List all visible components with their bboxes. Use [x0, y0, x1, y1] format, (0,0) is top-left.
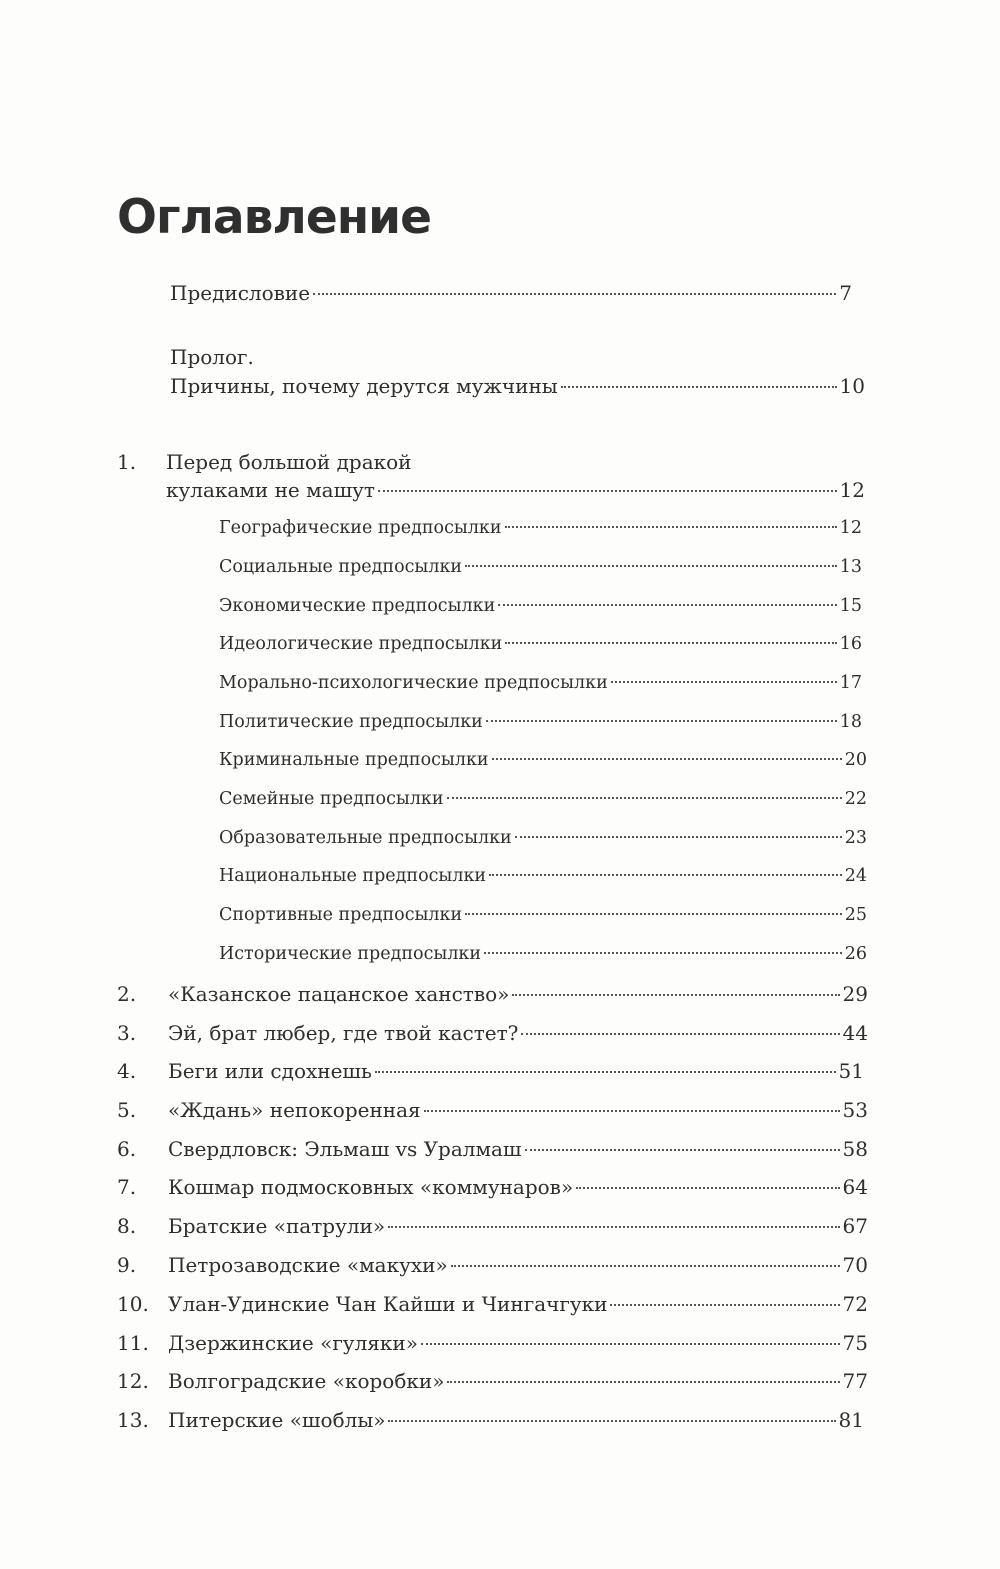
chapter-number: 9. [117, 1253, 137, 1277]
toc-page-number: 70 [842, 1253, 868, 1277]
dot-leader [421, 1343, 840, 1345]
toc-page-number: 16 [839, 634, 862, 654]
chapter-number: 5. [117, 1098, 137, 1122]
dot-leader [484, 952, 842, 954]
dot-leader [611, 681, 837, 683]
toc-subentry[interactable] [219, 712, 862, 732]
dot-leader [447, 1381, 839, 1383]
toc-subentry[interactable] [219, 866, 867, 886]
toc-entry-title: Семейные предпосылки [219, 789, 444, 809]
toc-page-number: 77 [842, 1369, 868, 1393]
toc-entry-title: Социальные предпосылки [219, 557, 463, 577]
dot-leader [576, 1187, 839, 1189]
toc-page-number: 44 [842, 1021, 868, 1045]
toc-page-number: 15 [839, 596, 862, 616]
chapter-number: 8. [117, 1214, 137, 1238]
toc-entry-chapter[interactable] [168, 1292, 868, 1316]
chapter-number: 3. [117, 1021, 137, 1045]
toc-entry-title: Национальные предпосылки [219, 866, 487, 886]
dot-leader [424, 1110, 840, 1112]
toc-entry-title: кулаками не машут [166, 478, 375, 502]
toc-entry-chapter[interactable] [168, 1021, 868, 1045]
toc-entry-title: Братские «патрули» [168, 1214, 386, 1238]
toc-entry-chapter[interactable] [168, 982, 868, 1006]
toc-entry-title: Политические предпосылки [219, 712, 483, 732]
toc-entry-title: «Казанское пацанское ханство» [168, 982, 510, 1006]
chapter-number: 11. [117, 1331, 149, 1355]
dot-leader [512, 994, 839, 996]
chapter-number: 1. [117, 450, 137, 474]
toc-entry-title: Беги или сдохнешь [168, 1059, 372, 1083]
toc-entry-prologue[interactable] [170, 374, 865, 398]
toc-page-number: 51 [838, 1059, 864, 1083]
toc-entry-title: Причины, почему дерутся мужчины [170, 374, 558, 398]
dot-leader [375, 1071, 836, 1073]
toc-entry-title: Идеологические предпосылки [219, 634, 503, 654]
toc-entry-chapter-1[interactable] [166, 478, 865, 502]
chapter-number: 13. [117, 1408, 149, 1432]
toc-subentry[interactable] [219, 789, 867, 809]
toc-page-number: 81 [838, 1408, 864, 1432]
toc-entry-title: Питерские «шоблы» [168, 1408, 386, 1432]
toc-page-number: 12 [839, 518, 862, 538]
dot-leader [505, 642, 836, 644]
toc-entry-title: Географические предпосылки [219, 518, 502, 538]
toc-subentry[interactable] [219, 673, 862, 693]
toc-entry-chapter[interactable] [168, 1369, 868, 1393]
dot-leader [521, 1033, 839, 1035]
toc-entry-chapter[interactable] [168, 1253, 868, 1277]
toc-entry-title: Дзержинские «гуляки» [168, 1331, 418, 1355]
toc-page-number: 23 [844, 828, 867, 848]
toc-entry-title: Образовательные предпосылки [219, 828, 512, 848]
toc-entry-chapter[interactable] [168, 1137, 868, 1161]
toc-entry-preface[interactable] [170, 281, 852, 305]
toc-page-number: 20 [844, 750, 867, 770]
dot-leader [465, 913, 842, 915]
dot-leader [388, 1226, 839, 1228]
dot-leader [498, 604, 836, 606]
dot-leader [451, 1265, 840, 1267]
dot-leader [489, 874, 842, 876]
dot-leader [313, 293, 836, 295]
chapter-number: 6. [117, 1137, 137, 1161]
toc-page-number: 10 [839, 374, 865, 398]
chapter-title-line: Перед большой дракой [166, 450, 412, 474]
toc-page-number: 72 [842, 1292, 868, 1316]
toc-subentry[interactable] [219, 750, 867, 770]
toc-page-number: 13 [839, 557, 862, 577]
dot-leader [388, 1420, 835, 1422]
toc-entry-title: Исторические предпосылки [219, 944, 482, 964]
toc-page-number: 25 [844, 905, 867, 925]
chapter-number: 7. [117, 1175, 137, 1199]
toc-entry-title: Петрозаводские «макухи» [168, 1253, 448, 1277]
chapter-number: 2. [117, 982, 137, 1006]
toc-entry-title: Морально-психологические предпосылки [219, 673, 608, 693]
dot-leader [378, 490, 837, 492]
toc-page-number: 24 [844, 866, 867, 886]
toc-entry-chapter[interactable] [168, 1214, 868, 1238]
toc-subentry[interactable] [219, 557, 862, 577]
dot-leader [505, 526, 837, 528]
dot-leader [525, 1149, 840, 1151]
toc-entry-chapter[interactable] [168, 1408, 864, 1432]
toc-page-number: 17 [839, 673, 862, 693]
toc-entry-title: «Ждань» непокоренная [168, 1098, 421, 1122]
toc-entry-prologue-label: Пролог. [170, 345, 254, 369]
toc-subentry[interactable] [219, 905, 867, 925]
dot-leader [515, 836, 842, 838]
toc-subentry[interactable] [219, 944, 867, 964]
dot-leader [486, 720, 837, 722]
toc-entry-chapter[interactable] [168, 1098, 868, 1122]
toc-entry-title: Экономические предпосылки [219, 596, 496, 616]
toc-entry-chapter[interactable] [168, 1059, 864, 1083]
toc-entry-title: Улан-Удинские Чан Кайши и Чингачгуки [168, 1292, 608, 1316]
toc-page-number: 7 [839, 281, 852, 305]
toc-page-number: 64 [842, 1175, 868, 1199]
toc-entry-title: Предисловие [170, 281, 311, 305]
toc-page-number: 22 [844, 789, 867, 809]
toc-page-number: 12 [839, 478, 865, 502]
chapter-number: 4. [117, 1059, 137, 1083]
toc-entry-title: Эй, брат любер, где твой кастет? [168, 1021, 519, 1045]
dot-leader [465, 565, 837, 567]
toc-subentry[interactable] [219, 828, 867, 848]
dot-leader [447, 797, 842, 799]
toc-subentry[interactable] [219, 596, 862, 616]
dot-leader [610, 1304, 839, 1306]
toc-page-number: 67 [842, 1214, 868, 1238]
toc-entry-title: Волгоградские «коробки» [168, 1369, 445, 1393]
toc-subentry[interactable] [219, 518, 862, 538]
toc-subentry[interactable] [219, 634, 862, 654]
toc-page-number: 18 [839, 712, 862, 732]
chapter-number: 12. [117, 1369, 149, 1393]
toc-entry-title: Кошмар подмосковных «коммунаров» [168, 1175, 574, 1199]
dot-leader [561, 386, 837, 388]
toc-entry-title: Криминальные предпосылки [219, 750, 489, 770]
toc-entry-title: Свердловск: Эльмаш vs Уралмаш [168, 1137, 522, 1161]
toc-page-number: 75 [842, 1331, 868, 1355]
toc-page-number: 26 [844, 944, 867, 964]
toc-entry-chapter[interactable] [168, 1175, 868, 1199]
chapter-number: 10. [117, 1292, 149, 1316]
toc-page-number: 29 [842, 982, 868, 1006]
toc-entry-chapter[interactable] [168, 1331, 868, 1355]
toc-entry-title: Спортивные предпосылки [219, 905, 463, 925]
dot-leader [492, 758, 842, 760]
toc-page-number: 53 [842, 1098, 868, 1122]
page-title: Оглавление [117, 190, 431, 245]
toc-page-number: 58 [842, 1137, 868, 1161]
